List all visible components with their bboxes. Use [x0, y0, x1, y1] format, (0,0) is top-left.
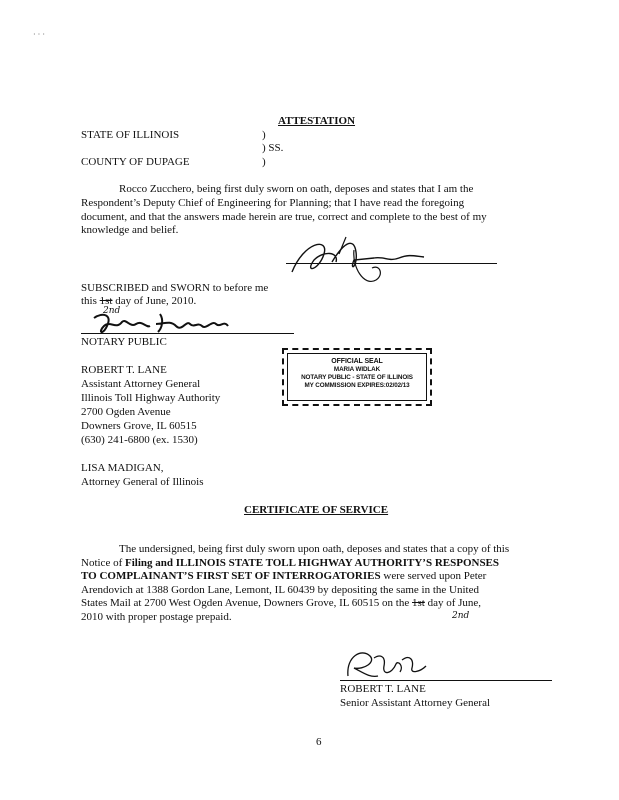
- certificate-line: The undersigned, being first duly sworn upon oath, deposes and states that a copy of this: [119, 543, 510, 555]
- notary-seal: [282, 348, 432, 406]
- certificate-line2-pre: Notice of: [81, 556, 125, 569]
- counsel-org: Illinois Toll Highway Authority: [81, 392, 221, 404]
- state-label: STATE OF ILLINOIS: [81, 129, 180, 141]
- ss-label: ) SS.: [262, 142, 284, 154]
- county-paren: ): [262, 156, 266, 168]
- certificate-line: Arendovich at 1388 Gordon Lane, Lemont, IL 60439 by depositing the same in the United: [81, 583, 479, 596]
- certificate-body: [81, 543, 571, 624]
- certificate-line: [81, 557, 571, 571]
- signer-name: ROBERT T. LANE: [340, 683, 426, 695]
- sworn-date: [81, 295, 196, 309]
- attestation-line: document, and that the answers made herein are true, correct and complete to the best of my: [81, 210, 487, 223]
- sworn-date-suffix: day of June, 2010.: [112, 295, 197, 307]
- county-label: COUNTY OF DUPAGE: [81, 156, 190, 168]
- page-number: 6: [316, 736, 322, 748]
- attestation-body: [81, 183, 561, 238]
- certificate-date-handwritten: 2nd: [452, 611, 470, 621]
- attestation-line: knowledge and belief.: [81, 224, 179, 237]
- certificate-line3-bold: TO COMPLAINANT’S FIRST SET OF INTERROGATORIES: [81, 570, 381, 582]
- ag-name: LISA MADIGAN,: [81, 462, 164, 474]
- signer-title: Senior Assistant Attorney General: [340, 697, 491, 709]
- seal-name: MARIA WIDLAK: [333, 366, 381, 373]
- state-paren: ): [262, 129, 266, 141]
- counsel-block: [81, 363, 281, 447]
- attestation-line: Rocco Zucchero, being first duly sworn on oath, deposes and states that I am the: [119, 183, 474, 195]
- affiant-signature-line: [286, 263, 497, 264]
- scan-marks: · · ·: [33, 30, 45, 39]
- counsel-name: ROBERT T. LANE: [81, 364, 167, 376]
- affiant-signature: [284, 232, 434, 292]
- counsel-phone: (630) 241-6800 (ex. 1530): [81, 434, 198, 446]
- ag-block: [81, 461, 281, 489]
- sworn-date-prefix: this: [81, 295, 100, 307]
- certificate-line: 2010 with proper postage prepaid.: [81, 610, 232, 623]
- counsel-address1: 2700 Ogden Avenue: [81, 406, 171, 418]
- notary-label: NOTARY PUBLIC: [81, 336, 167, 348]
- signer-signature-line: [340, 680, 552, 681]
- certificate-title: CERTIFICATE OF SERVICE: [244, 504, 389, 516]
- notary-signature-line: [81, 333, 294, 334]
- seal-state: NOTARY PUBLIC - STATE OF ILLINOIS: [301, 374, 413, 381]
- attestation-line: Respondent’s Deputy Chief of Engineering for Planning; that I have read the foregoing: [81, 196, 465, 209]
- attestation-title: ATTESTATION: [278, 115, 356, 127]
- certificate-line: [81, 570, 571, 584]
- sworn-date-handwritten: 2nd: [103, 306, 121, 316]
- certificate-line3-post: were served upon Peter: [380, 570, 487, 582]
- subscribed-line: SUBSCRIBED and SWORN to before me: [81, 282, 269, 294]
- ag-title: Attorney General of Illinois: [81, 476, 204, 488]
- certificate-line5-post: day of June,: [424, 597, 482, 609]
- sworn-date-struck: 1st: [99, 295, 113, 307]
- certificate-line: [81, 597, 571, 611]
- certificate-line2-bold: Filing and ILLINOIS STATE TOLL HIGHWAY AUTHORITY’S RESPONSES: [124, 556, 500, 569]
- counsel-address2: Downers Grove, IL 60515: [81, 420, 197, 432]
- certificate-line5-pre: States Mail at 2700 West Ogden Avenue, Downers Grove, IL 60515 on the: [81, 597, 412, 609]
- counsel-title: Assistant Attorney General: [81, 378, 201, 390]
- certificate-line5-struck: 1st: [412, 597, 425, 609]
- seal-expiry: MY COMMISSION EXPIRES:02/02/13: [304, 382, 410, 389]
- seal-title: OFFICIAL SEAL: [331, 358, 383, 365]
